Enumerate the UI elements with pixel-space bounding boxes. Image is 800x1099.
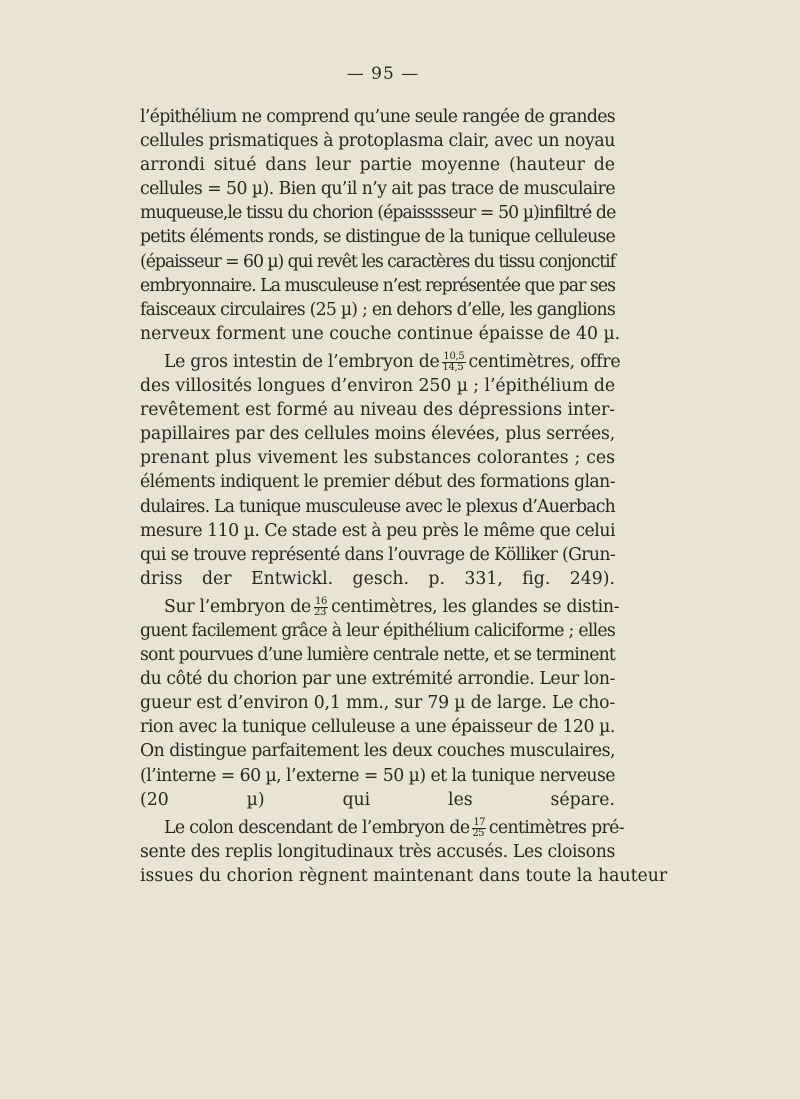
text-line: revêtement est formé au niveau des dépressions inter- <box>140 400 615 421</box>
fraction-numerator: 17 <box>473 816 485 828</box>
fraction-denominator: 25 <box>472 827 484 839</box>
text-line: rion avec la tunique celluleuse a une épaisseur de 120 µ. <box>140 717 615 738</box>
text-line: sente des replis longitudinaux très accusés. Les cloisons <box>140 841 615 862</box>
text-line: (épaisseur = 60 µ) qui revêt les caractères du tissu conjonctif <box>140 251 615 272</box>
text-line: (l’interne = 60 µ, l’externe = 50 µ) et la tunique nerveuse <box>140 765 615 786</box>
text-line: Sur l’embryon de $\frac{16}{23}$ centimètres, les glandes se distin- <box>164 595 620 618</box>
fraction-denominator: 14,5 <box>442 361 464 373</box>
paragraph-2 <box>140 350 621 591</box>
text-line: l’épithélium ne comprend qu’une seule rangée de grandes <box>140 107 615 127</box>
text-line: nerveux forment une couche continue épaisse de 40 µ. <box>140 323 621 344</box>
paragraph-3 <box>140 595 620 812</box>
text-line: cellules = 50 µ). Bien qu’il n’y ait pas trace de musculaire <box>140 179 615 200</box>
page-number: — 95 — <box>346 64 420 84</box>
text-line: éléments indiquent le premier début des formations glan- <box>140 472 615 493</box>
fraction-numerator: 16 <box>314 595 328 607</box>
fraction-numerator: 10,5 <box>443 350 465 362</box>
text-line: embryonnaire. La musculeuse n’est représentée que par ses <box>140 275 615 296</box>
fraction <box>314 597 328 618</box>
paragraph-1 <box>140 105 621 346</box>
text-line: faisceaux circulaires (25 µ) ; en dehors d’elle, les ganglions <box>140 299 615 320</box>
text-line: papillaires par des cellules moins élevées, plus serrées, <box>140 424 615 445</box>
text-line: (20 µ) qui les sépare. <box>140 789 615 810</box>
text-line: issues du chorion règnent maintenant dans toute la hauteur <box>140 865 668 886</box>
text-line: sont pourvues d’une lumière centrale nette, et se terminent <box>140 645 615 666</box>
text-line: Le gros intestin de l’embryon de $\frac{10,5}{14,5}$ centimètres, offre <box>164 350 621 373</box>
text-line: Le colon descendant de l’embryon de $\frac{17}{25}$ centimètres pré- <box>164 816 624 839</box>
text-line: prenant plus vivement les substances colorantes ; ces <box>140 448 615 469</box>
body-text <box>140 105 668 888</box>
text-line: petits éléments ronds, se distingue de la tunique celluleuse <box>140 227 615 248</box>
fraction <box>472 818 485 839</box>
text-line: arrondi situé dans leur partie moyenne (hauteur de <box>140 155 615 176</box>
text-line: guent facilement grâce à leur épithélium caliciforme ; elles <box>140 620 615 641</box>
text-line: On distingue parfaitement les deux couches musculaires, <box>140 741 615 762</box>
text-line: du côté du chorion par une extrémité arrondie. Leur lon- <box>140 669 615 690</box>
text-line: mesure 110 µ. Ce stade est à peu près le même que celui <box>140 520 615 541</box>
fraction-denominator: 23 <box>313 606 327 618</box>
text-line: muqueuse,le tissu du chorion (épaisssseur = 50 µ)infiltré de <box>140 203 616 224</box>
text-line: dulaires. La tunique musculeuse avec le plexus d’Auerbach <box>140 496 615 517</box>
fraction <box>442 352 465 373</box>
text-line: gueur est d’environ 0,1 mm., sur 79 µ de large. Le cho- <box>140 693 615 714</box>
text-line: qui se trouve représenté dans l’ouvrage de Kölliker (Grun- <box>140 544 615 565</box>
text-line: des villosités longues d’environ 250 µ ; l’épithélium de <box>140 376 615 397</box>
text-line: cellules prismatiques à protoplasma clair, avec un noyau <box>140 131 615 152</box>
paragraph-4 <box>140 816 668 888</box>
text-line: driss der Entwickl. gesch. p. 331, fig. 249). <box>140 568 615 589</box>
